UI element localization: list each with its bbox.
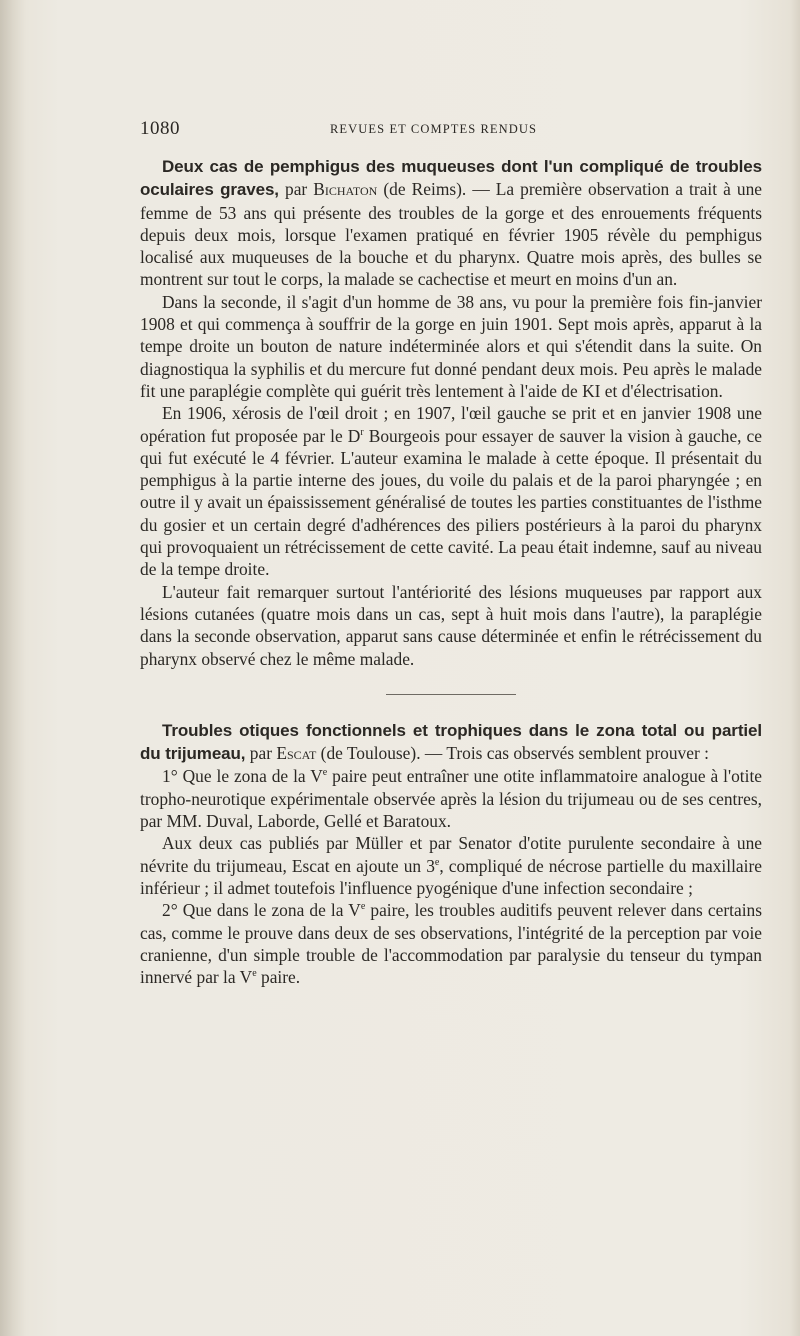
article2-p4-c: paire. xyxy=(256,967,301,988)
article1-title: Deux cas de pemphigus des muqueuses dont l'un compliqué de troubles oculaires graves, xyxy=(140,157,762,200)
page-number: 1080 xyxy=(140,118,180,139)
article2-p4-sup2: e xyxy=(252,968,257,980)
article1-intro-paragraph xyxy=(140,155,762,291)
article2-p2-sup: e xyxy=(322,767,328,779)
article1-paragraph-2: Dans la seconde, il s'agit d'un homme de 38 ans, vu pour la première fois fin-janvier 1908 et qui commença à souffrir de la gorge en juin 1901. Sept mois après, apparut à la tempe droite un bouton de nature indéterminée alors et qui s'étendit dans la suite. On diagnostiqua la syphilis et du mercure fut donné pendant deux mois. Peu après le malade fit une paraplégie complète qui guérit très lentement à l'aide de KI et d'électrisation. xyxy=(140,291,762,401)
article2-p4-sup: e xyxy=(360,901,366,913)
article2-p4-b: paire, les troubles auditifs peuvent relever dans certains cas, comme le prouve dans deux de ses observations, l'intégrité de la perception par voie cranienne, d'un simple trouble de l'accommodation par paralysie du tenseur du tympan innervé par la V xyxy=(140,900,762,988)
text-column xyxy=(140,155,762,988)
article2-p3-b: , compliqué de nécrose partielle du maxillaire inférieur ; il admet toutefois l'influence pyogénique d'une infection secondaire ; xyxy=(140,855,762,898)
article1-paragraph-4: L'auteur fait remarquer surtout l'antériorité des lésions muqueuses par rapport aux lésions cutanées (quatre mois dans un cas, sept à huit mois dans l'autre), la paraplégie dans la seconde observation, apparut sans cause déterminée et enfin le rétrécissement du pharynx observé chez le même malade. xyxy=(140,581,762,669)
article2-text-1: (de Toulouse). — Trois cas observés semblent prouver : xyxy=(316,743,709,764)
article2-paragraph-2 xyxy=(140,765,762,832)
article2-paragraph-3 xyxy=(140,832,762,899)
article2-p2-a: 1° Que le zona de la V xyxy=(162,766,323,787)
page-header xyxy=(140,118,760,142)
article1-p3-b: Bourgeois pour essayer de sauver la vision à gauche, ce qui fut exécuté le 4 février. L'auteur examina le malade à cette époque. Il présentait du pemphigus à la partie interne des joues, du voile du palais et de la paroi pharyngée ; en outre il y avait un épaississement généralisé de toutes les parties constituantes de l'isthme du gosier et un certain degré d'adhérences des piliers postérieurs à la paroi du pharynx qui provoquaient un rétrécissement de cette cavité. La peau était indemne, sauf au niveau de la tempe droite. xyxy=(140,425,762,580)
article1-author: Bichaton xyxy=(313,179,378,200)
article2-p4-a: 2° Que dans le zona de la V xyxy=(162,900,361,921)
article2-p3-a: Aux deux cas publiés par Müller et par Senator d'otite purulente secondaire à une névrite du trijumeau, Escat en ajoute un 3 xyxy=(140,833,762,876)
article1-paragraph-3 xyxy=(140,402,762,580)
article2-p2-b: paire peut entraîner une otite inflammatoire analogue à l'otite tropho-neurotique expérimentale observée après la lésion du trijumeau ou de ses centres, par MM. Duval, Laborde, Gellé et Baratoux. xyxy=(140,766,763,832)
article2-title: Troubles otiques fonctionnels et trophiques dans le zona total ou partiel du trijumeau, xyxy=(140,720,762,764)
article1-by: par xyxy=(278,179,314,200)
article2-by: par xyxy=(245,743,277,764)
article2-author: Escat xyxy=(276,743,317,764)
article1-p3-a: En 1906, xérosis de l'œil droit ; en 1907, l'œil gauche se prit et en janvier 1908 une opération fut proposée par le D xyxy=(140,403,762,446)
article1-p3-sup: r xyxy=(360,426,364,438)
running-title: REVUES ET COMPTES RENDUS xyxy=(330,122,538,136)
article2-p3-sup: e xyxy=(434,856,440,868)
article1-text-1: (de Reims). — La première observation a trait à une femme de 53 ans qui présente des troubles de la gorge et des enrouements fréquents depuis deux mois, lorsque l'examen pratiqué en février 1905 révèle du pemphigus localisé aux muqueuses de la bouche et du pharynx. Quatre mois après, des bulles se montrent sur tout le corps, la malade se cachectise et meurt en moins d'un an. xyxy=(140,179,762,290)
article2-intro-paragraph xyxy=(140,719,762,766)
article2-paragraph-4 xyxy=(140,899,762,988)
article-separator xyxy=(386,694,516,695)
